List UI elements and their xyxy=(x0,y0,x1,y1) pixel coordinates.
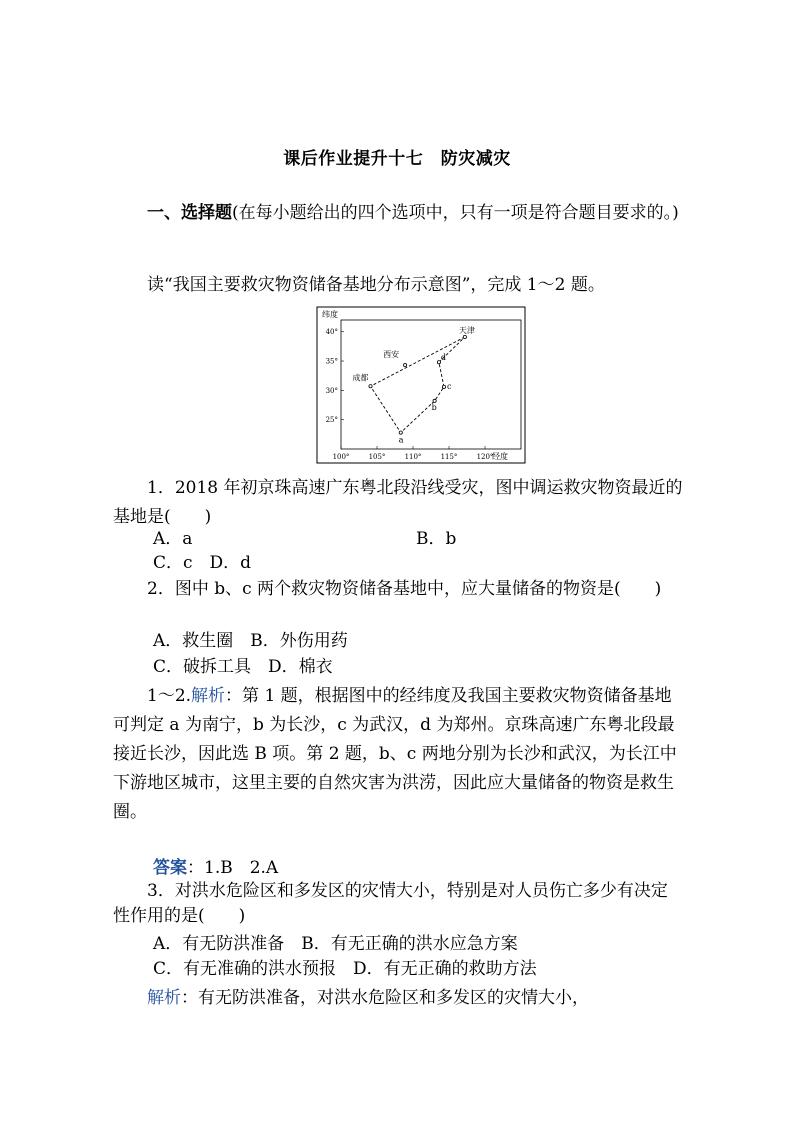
analysis-prefix: 1～2. xyxy=(147,686,192,706)
answer-text: ：1.B 2.A xyxy=(187,858,279,878)
base-label-d: d xyxy=(440,353,447,363)
analysis-label: 解析 xyxy=(191,686,226,706)
x-tick-label: 100° xyxy=(332,453,350,461)
y-tick-label: 25° xyxy=(325,416,338,425)
map-figure xyxy=(316,306,526,464)
q3-stem: 3．对洪水危险区和多发区的灾情大小，特别是对人员伤亡多少有决定性作用的是( ) xyxy=(113,881,668,926)
chart-frame xyxy=(317,307,525,463)
analysis-3 xyxy=(113,984,683,1013)
section-instruction: (在每小题给出的四个选项中，只有一项是符合题目要求的。) xyxy=(232,203,679,223)
read-prompt: 读“我国主要救灾物资储备基地分布示意图”，完成 1～2 题。 xyxy=(147,275,605,295)
q2-stem: 2．图中 b、c 两个救灾物资储备基地中，应大量储备的物资是( ) xyxy=(147,579,662,599)
base-label-c: c xyxy=(446,381,452,391)
y-tick-label: 35° xyxy=(325,357,338,366)
answer-label: 答案 xyxy=(153,858,187,878)
analysis3-text: ：有无防洪准备，对洪水危险区和多发区的灾情大小， xyxy=(181,988,589,1008)
analysis-text: ：第 1 题，根据图中的经纬度及我国主要救灾物资储备基地可判定 a 为南宁，b 为长沙，c 为武汉，d 为郑州。京珠高速广东粤北段最接近长沙，因此选 B 项。第 2 题，b、c 两地分别为长沙和武汉，为长江中下游地区城市，这里主要的自然灾害为洪涝，因此应大量储备的物资是救生圈。 xyxy=(113,686,677,822)
x-axis-label: 经度 xyxy=(492,452,508,461)
page-title: 课后作业提升十七 防灾减灾 xyxy=(283,149,511,169)
section-heading-paragraph xyxy=(113,199,683,228)
base-label-成都: 成都 xyxy=(352,373,369,383)
base-label-西安: 西安 xyxy=(383,350,400,360)
base-point-西安 xyxy=(403,364,406,367)
section-heading: 一、选择题 xyxy=(147,203,232,223)
base-label-b: b xyxy=(431,402,437,412)
plot-area xyxy=(341,320,521,449)
base-point-成都 xyxy=(369,385,372,388)
q1-option-a[interactable]: A．a xyxy=(153,529,193,549)
q3-option-ab[interactable]: A．有无防洪准备 B．有无正确的洪水应急方案 xyxy=(153,934,518,954)
x-tick-label: 105° xyxy=(368,453,386,461)
q3-option-cd[interactable]: C．有无准确的洪水预报 D．有无正确的救助方法 xyxy=(153,959,537,979)
base-point-天津 xyxy=(463,335,466,338)
base-point-c xyxy=(442,385,445,388)
answer-1-2 xyxy=(153,856,278,880)
base-label-a: a xyxy=(398,435,404,445)
y-axis-label: 纬度 xyxy=(322,310,338,319)
x-tick-label: 115° xyxy=(440,453,458,461)
x-tick-label: 110° xyxy=(404,453,422,461)
y-tick-label: 30° xyxy=(325,386,338,395)
base-distribution-chart xyxy=(316,306,526,464)
q2-option-cd[interactable]: C．破拆工具 D．棉衣 xyxy=(153,657,333,677)
y-tick-label: 40° xyxy=(325,328,338,337)
x-tick-label: 120° xyxy=(476,453,494,461)
base-point-a xyxy=(399,431,402,434)
q1-option-b[interactable]: B．b xyxy=(416,529,457,549)
analysis3-label: 解析 xyxy=(147,988,181,1008)
q1-stem: 1．2018 年初京珠高速广东粤北段沿线受灾，图中调运救灾物资最近的基地是( ) xyxy=(113,478,683,527)
q1-option-cd[interactable]: C．c D．d xyxy=(153,553,252,573)
q2-option-ab[interactable]: A．救生圈 B．外伤用药 xyxy=(153,631,348,651)
base-label-天津: 天津 xyxy=(458,326,475,336)
analysis-1-2 xyxy=(113,682,683,827)
